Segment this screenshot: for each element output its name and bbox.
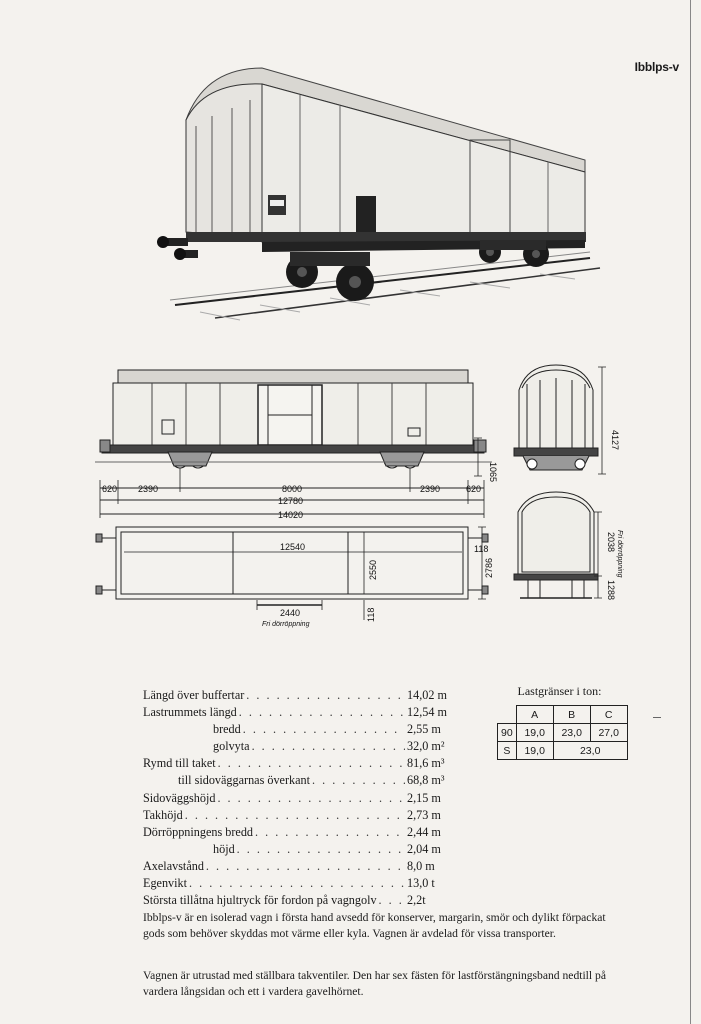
end-view-dims bbox=[610, 430, 620, 450]
wagon-photo bbox=[157, 68, 600, 320]
dim-side-thickness: 118 bbox=[474, 544, 489, 554]
dim-buffer-right: 620 bbox=[466, 484, 482, 494]
cross-section-dims bbox=[606, 530, 623, 600]
spec-row bbox=[143, 858, 463, 875]
cell-a: 19,0 bbox=[516, 724, 553, 742]
table-header-row bbox=[498, 706, 628, 724]
dim-door-width: 2440 bbox=[280, 608, 301, 618]
spec-label: Längd över buffertar bbox=[143, 688, 245, 702]
dim-body-length: 12780 bbox=[278, 496, 304, 506]
spec-label: till sidoväggarnas överkant bbox=[178, 773, 310, 788]
spec-value: 2,04 m bbox=[407, 841, 441, 856]
description-paragraph-2: Vagnen är utrustad med ställbara takventiler. Den har sex fästen för lastförstängningsband nedtill på vardera långsidan och ett i vardera gavelhörnet. bbox=[143, 969, 606, 998]
load-limits-title: Lastgränser i ton: bbox=[517, 684, 602, 698]
spec-value: 13,0 t bbox=[407, 876, 435, 891]
dim-axle-offset-right: 2390 bbox=[420, 484, 441, 494]
spec-label: Egenvikt bbox=[143, 876, 188, 891]
dim-bottom-offset: 118 bbox=[366, 607, 376, 622]
dim-overall-height: 1065 bbox=[488, 462, 498, 483]
dim-inner-width: 2550 bbox=[368, 559, 378, 580]
spec-row bbox=[143, 755, 463, 772]
spec-row bbox=[143, 687, 463, 704]
spec-label: Största tillåtna hjultryck för fordon på vagngolv bbox=[143, 893, 377, 908]
cell-b: 23,0 bbox=[553, 724, 590, 742]
dim-floor-height: 1288 bbox=[606, 580, 616, 601]
spec-value: 2,15 m bbox=[407, 790, 441, 805]
specifications-list bbox=[143, 687, 463, 909]
spec-value: 32,0 m² bbox=[407, 739, 445, 754]
load-limits bbox=[497, 684, 628, 760]
spec-value: 2,55 m bbox=[407, 722, 441, 737]
end-view bbox=[514, 365, 606, 474]
table-row bbox=[498, 742, 628, 760]
spec-row bbox=[143, 875, 463, 892]
spec-value: 8,0 m bbox=[407, 858, 435, 873]
dim-inner-length: 12540 bbox=[280, 542, 306, 552]
plan-door-caption: Fri dörröppning bbox=[262, 621, 310, 628]
spec-value: 14,02 m bbox=[407, 688, 447, 702]
spec-label: Sidoväggshöjd bbox=[143, 790, 216, 805]
dim-end-height: 4127 bbox=[610, 430, 620, 451]
spec-label: golvyta bbox=[213, 739, 250, 754]
load-limits-table bbox=[497, 705, 628, 760]
spec-value: 12,54 m bbox=[407, 705, 447, 720]
spec-label: bredd bbox=[213, 722, 241, 737]
cell-c: 27,0 bbox=[590, 724, 627, 742]
table-row bbox=[498, 724, 628, 742]
col-header-c: C bbox=[590, 706, 627, 724]
spec-value: 2,73 m bbox=[407, 807, 441, 822]
dim-axle-spacing: 8000 bbox=[282, 484, 303, 494]
side-elevation-dims bbox=[102, 462, 498, 520]
dim-axle-offset-left: 2390 bbox=[138, 484, 159, 494]
dim-buffer-length: 14020 bbox=[278, 510, 304, 520]
wagon-code: Ibblps-v bbox=[634, 60, 679, 74]
row-label: S bbox=[498, 742, 517, 760]
spec-label: Dörröppningens bredd bbox=[143, 824, 254, 839]
spec-row bbox=[143, 841, 463, 858]
dim-buffer-left: 620 bbox=[102, 484, 118, 494]
section-door-caption: Fri dörröppning bbox=[616, 530, 623, 578]
spec-value: 2,2t bbox=[407, 893, 426, 908]
plan-view bbox=[96, 527, 488, 620]
spec-row bbox=[143, 807, 463, 824]
cell-a: 19,0 bbox=[516, 742, 553, 760]
dim-section-door-height: 2038 bbox=[606, 532, 616, 553]
spec-row bbox=[143, 892, 463, 909]
spec-row bbox=[143, 721, 463, 738]
col-header-b: B bbox=[553, 706, 590, 724]
spec-label: Axelavstånd bbox=[143, 858, 204, 873]
dim-outer-width: 2786 bbox=[484, 557, 494, 578]
spec-row bbox=[143, 772, 463, 789]
spec-label: Rymd till taket bbox=[143, 756, 216, 771]
cell-bc: 23,0 bbox=[553, 742, 627, 760]
spec-row bbox=[143, 824, 463, 841]
spec-row bbox=[143, 704, 463, 721]
spec-row bbox=[143, 738, 463, 755]
row-label: 90 bbox=[498, 724, 517, 742]
spec-label: Takhöjd bbox=[143, 807, 183, 822]
spec-label: höjd bbox=[213, 841, 235, 856]
cross-section bbox=[514, 492, 602, 598]
spec-row bbox=[143, 790, 463, 807]
description-paragraph-1: Ibblps-v är en isolerad vagn i första hand avsedd för konserver, margarin, smör och dylikt förpackat gods som behöver skyddas mot värme eller kyla. Vagnen är avdelad för vissa transporter. bbox=[143, 911, 606, 940]
col-header-a: A bbox=[516, 706, 553, 724]
spec-label: Lastrummets längd bbox=[143, 705, 237, 720]
margin-mark bbox=[653, 717, 661, 718]
spec-value: 68,8 m³ bbox=[407, 773, 445, 788]
spec-value: 2,44 m bbox=[407, 824, 441, 839]
spec-value: 81,6 m³ bbox=[407, 756, 445, 771]
